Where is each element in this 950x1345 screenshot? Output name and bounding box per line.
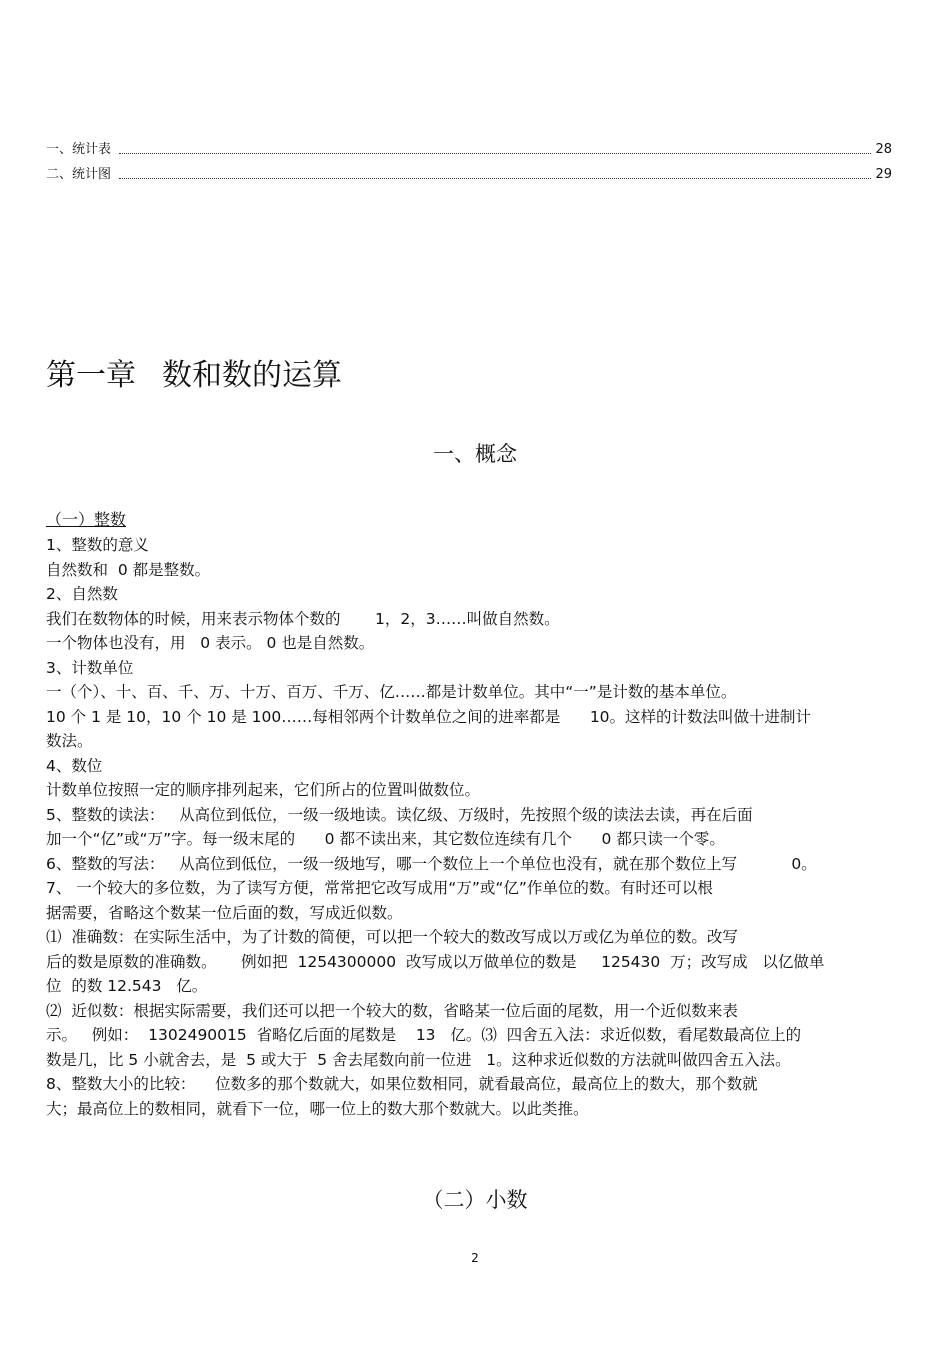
text-line: 7、 一个较大的多位数，为了读写方便，常常把它改写成用“万”或“亿”作单位的数。有时还可以根 [46,879,713,897]
text-line: 数法。 [46,732,93,750]
toc-entry-page: 28 [875,142,892,157]
text-line: ⑴ 准确数：在实际生活中，为了计数的简便，可以把一个较大的数改写成以万或亿为单位的数。改写 [46,928,738,946]
text-line: 10 个 1 是 10，10 个 10 是 100……每相邻两个计数单位之间的进率都是 10。这样的计数法叫做十进制计 [46,707,812,726]
toc-entry[interactable] [46,166,892,184]
text-line: 计数单位按照一定的顺序排列起来，它们所占的位置叫做数位。 [46,781,481,799]
page-number: 2 [471,1251,479,1265]
section-heading-2: （二）小数 [422,1188,528,1212]
text-line: ⑵ 近似数：根据实际需要，我们还可以把一个较大的数，省略某一位后面的尾数，用一个近似数来表 [46,1001,738,1020]
text-line: 5、整数的读法： 从高位到低位，一级一级地读。读亿级、万级时，先按照个级的读法去读，再在后面 [46,805,753,824]
text-line: 4、数位 [46,756,103,775]
text-line: 大；最高位上的数相同，就看下一位，哪一位上的数大那个数就大。以此类推。 [46,1099,589,1118]
toc-entry[interactable] [46,141,892,159]
text-line: 6、整数的写法： 从高位到低位，一级一级地写，哪一个数位上一个单位也没有，就在那个数位上写 0。 [46,854,817,873]
text-line: 示。 例如： 1302490015 省略亿后面的尾数是 13 亿。⑶ 四舍五入法：求近似数，看尾数最高位上的 [46,1026,802,1044]
text-line: 一个物体也没有，用 0 表示。 0 也是自然数。 [46,634,375,652]
toc-leader-dots [119,178,871,179]
body-text [46,533,906,1121]
text-line: 一（个）、十、百、千、万、十万、百万、千万、亿……都是计数单位。其中“一”是计数的基本单位。 [46,683,737,701]
text-line: 3、计数单位 [46,658,134,677]
subsection-heading: （一）整数 [46,510,127,529]
text-line: 8、整数大小的比较： 位数多的那个数就大，如果位数相同，就看最高位，最高位上的数大，那个数就 [46,1075,758,1093]
text-line: 加一个“亿”或“万”字。每一级末尾的 0 都不读出来，其它数位连续有几个 0 都只读一个零。 [46,830,725,848]
chapter-number: 第一章 [46,358,136,393]
text-line: 自然数和 0 都是整数。 [46,560,211,579]
text-line: 1、整数的意义 [46,536,149,554]
chapter-heading [46,350,342,394]
section-heading: 一、概念 [433,442,517,466]
text-line: 我们在数物体的时候，用来表示物体个数的 1，2，3……叫做自然数。 [46,609,560,628]
text-line: 位 的数 12.543 亿。 [46,977,208,995]
text-line: 据需要，省略这个数某一位后面的数，写成近似数。 [46,903,403,922]
toc-entry-label: 二、统计图 [46,167,112,182]
toc-entry-label: 一、统计表 [46,142,112,157]
text-line: 数是几，比 5 小就舍去，是 5 或大于 5 舍去尾数向前一位进 1。这种求近似数的方法就叫做四舍五入法。 [46,1050,791,1069]
text-line: 后的数是原数的准确数。 例如把 1254300000 改写成以万做单位的数是 125430 万；改写成 以亿做单 [46,952,825,971]
toc-leader-dots [119,153,871,154]
toc-entry-page: 29 [875,167,892,182]
text-line: 2、自然数 [46,585,118,603]
chapter-title: 数和数的运算 [162,358,342,393]
